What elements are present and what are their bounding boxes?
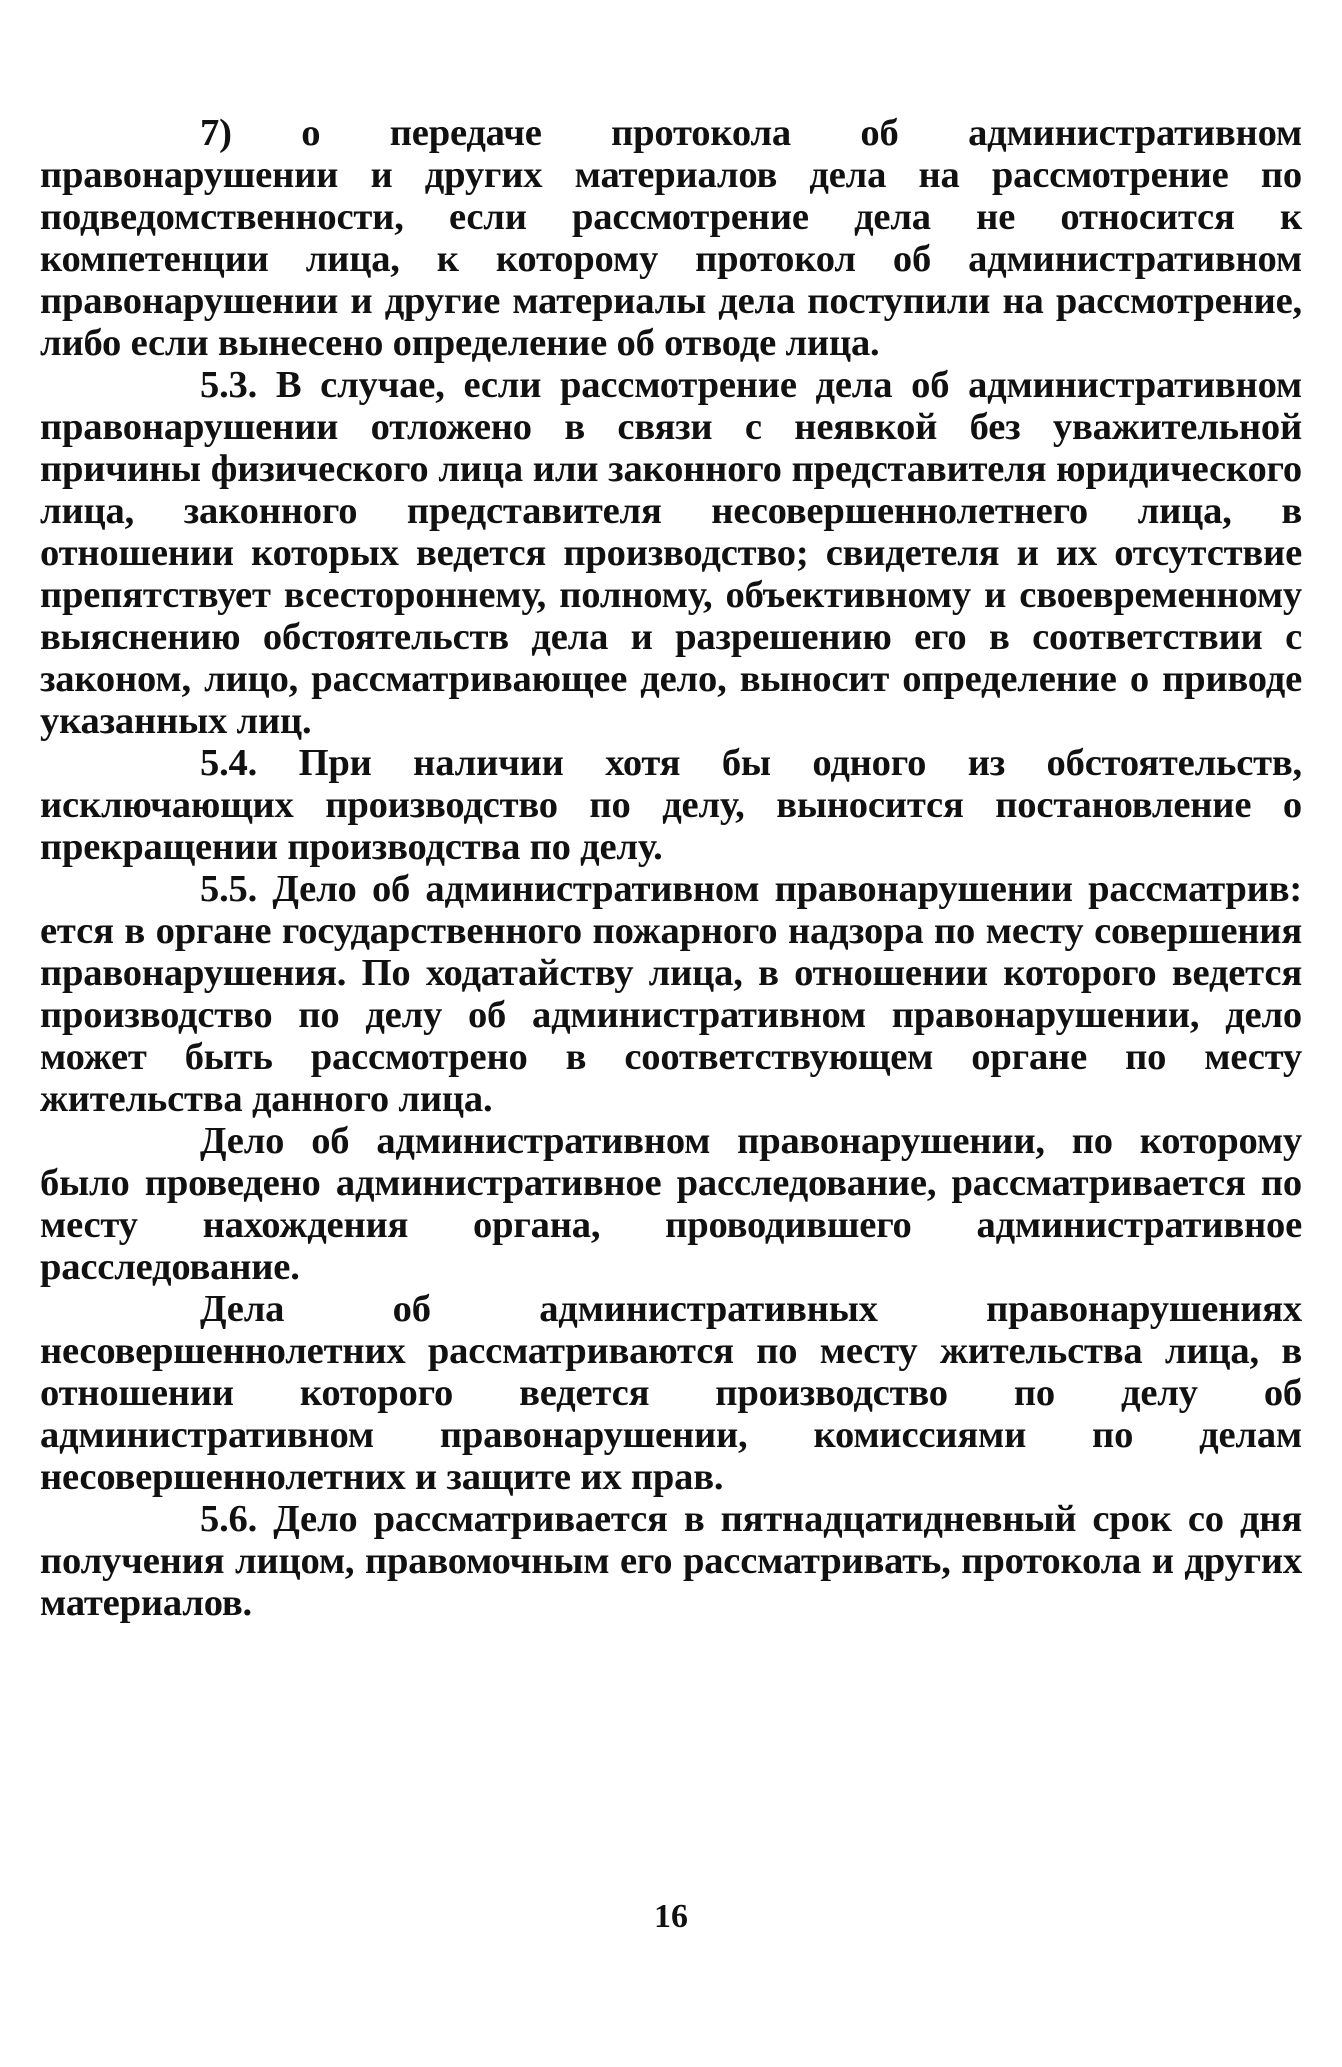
paragraph-5-6: 5.6. Дело рассматривается в пятнадцатидневный срок со дня получения лицом, правомочным его рассматривать, протокола и других материалов. xyxy=(40,1498,1302,1624)
document-body xyxy=(40,112,1302,1624)
paragraph-item-7: 7) о передаче протокола об административном правонарушении и других материалов дела на рассмотрение по подведомственности, если рассмотрение дела не относится к компетенции лица, к которому протокол об административном правонарушении и другие материалы дела поступили на рассмотрение, либо если вынесено определение об отводе лица. xyxy=(40,112,1302,364)
paragraph-5-4: 5.4. При наличии хотя бы одного из обстоятельств, исключающих производство по делу, выносится постановление о прекращении производства по делу. xyxy=(40,742,1302,868)
paragraph-5-5-part2: Дело об административном правонарушении, по которому было проведено административное расследование, рассматривается по месту нахождения органа, проводившего административное расследование. xyxy=(40,1120,1302,1288)
page-number: 16 xyxy=(654,1898,688,1935)
paragraph-5-3: 5.3. В случае, если рассмотрение дела об административном правонарушении отложено в связи с неявкой без уважительной причины физического лица или законного представителя юридического лица, законного представителя несовершеннолетнего лица, в отношении которых ведется производство; свидетеля и их отсутствие препятствует всестороннему, полному, объективному и своевременному выяснению обстоятельств дела и разрешению его в соответствии с законом, лицо, рассматривающее дело, выносит определение о приводе указанных лиц. xyxy=(40,364,1302,742)
paragraph-5-5: 5.5. Дело об административном правонарушении рассматрив: ется в органе государственного пожарного надзора по месту совершения правонарушения. По ходатайству лица, в отношении которого ведется производство по делу об административном правонарушении, дело может быть рассмотрено в соответствующем органе по месту жительства данного лица. xyxy=(40,868,1302,1120)
paragraph-5-5-part3: Дела об административных правонарушениях несовершеннолетних рассматриваются по месту жительства лица, в отношении которого ведется производство по делу об административном правонарушении, комиссиями по делам несовершеннолетних и защите их прав. xyxy=(40,1288,1302,1498)
